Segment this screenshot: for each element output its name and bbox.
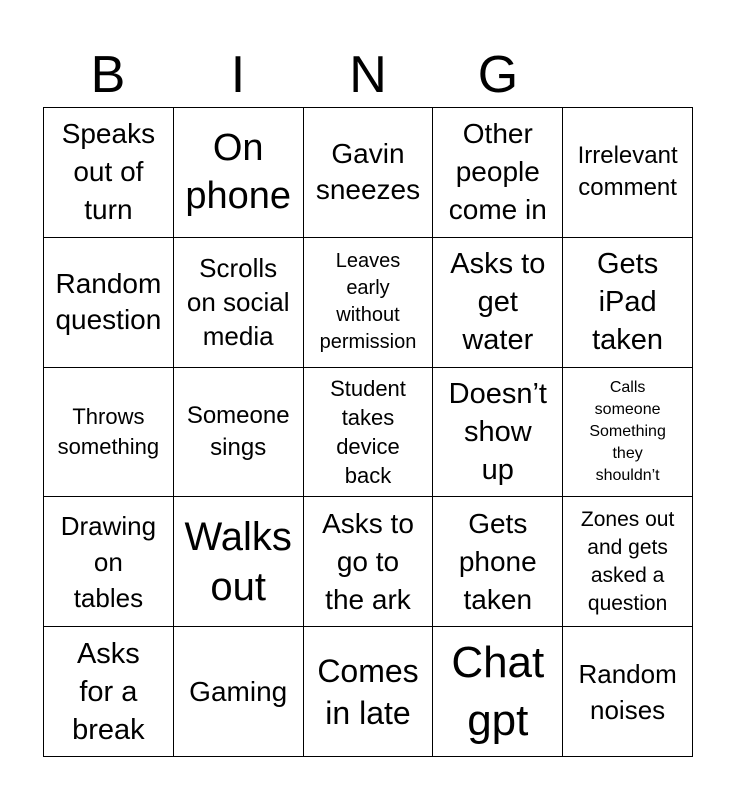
bingo-cell[interactable] <box>563 497 693 627</box>
bingo-cell[interactable] <box>433 238 563 368</box>
cell-text: Chat gpt <box>451 637 545 745</box>
bingo-cell[interactable] <box>174 238 304 368</box>
bingo-cell[interactable] <box>304 368 434 498</box>
bingo-header <box>43 44 693 106</box>
header-letter-i: I <box>230 46 246 104</box>
cell-text: Asks to get water <box>450 248 546 357</box>
bingo-cell[interactable] <box>304 497 434 627</box>
cell-text: Someone sings <box>186 401 290 461</box>
bingo-card-grid <box>43 107 693 757</box>
header-letter-n: N <box>349 46 387 104</box>
bingo-cell[interactable] <box>174 108 304 238</box>
bingo-cell[interactable] <box>44 497 174 627</box>
bingo-cell[interactable] <box>304 108 434 238</box>
bingo-cell[interactable] <box>304 238 434 368</box>
cell-text: Leaves early without permission <box>319 250 417 354</box>
cell-text: Random noises <box>578 658 677 725</box>
bingo-cell[interactable] <box>563 108 693 238</box>
bingo-cell[interactable] <box>44 627 174 757</box>
cell-text: Throws something <box>57 403 160 459</box>
cell-text: Student takes device back <box>330 375 406 488</box>
bingo-cell[interactable] <box>304 627 434 757</box>
cell-text: Gavin sneezes <box>315 138 421 206</box>
bingo-cell[interactable] <box>44 108 174 238</box>
bingo-cell[interactable] <box>563 627 693 757</box>
cell-text: Calls someone Something they shouldn’t <box>589 378 666 484</box>
cell-text: Walks out <box>184 514 292 609</box>
header-letter-b: B <box>90 46 126 104</box>
cell-text: Gets iPad taken <box>592 248 664 357</box>
cell-text: Zones out and gets asked a question <box>580 507 675 615</box>
bingo-cell[interactable] <box>174 368 304 498</box>
cell-text: Drawing on tables <box>60 510 157 613</box>
bingo-cell[interactable] <box>433 627 563 757</box>
cell-text: On phone <box>185 127 292 218</box>
bingo-cell[interactable] <box>433 368 563 498</box>
cell-text: Other people come in <box>448 118 547 226</box>
bingo-cell[interactable] <box>563 238 693 368</box>
cell-text: Random question <box>55 268 162 336</box>
bingo-cell[interactable] <box>433 497 563 627</box>
bingo-cell[interactable] <box>174 497 304 627</box>
cell-text: Gaming <box>189 675 288 707</box>
cell-text: Doesn’t show up <box>448 377 547 486</box>
cell-text: Gets phone taken <box>458 507 537 615</box>
bingo-cell[interactable] <box>44 368 174 498</box>
cell-text: Scrolls on social media <box>186 253 290 352</box>
cell-text: Speaks out of turn <box>61 118 156 226</box>
cell-text: Irrelevant comment <box>577 142 678 202</box>
cell-text: Asks to go to the ark <box>322 507 414 615</box>
header-letter-g: G <box>477 46 519 104</box>
bingo-cell[interactable] <box>433 108 563 238</box>
bingo-cell[interactable] <box>174 627 304 757</box>
cell-text: Comes in late <box>317 652 419 731</box>
bingo-cell[interactable] <box>563 368 693 498</box>
cell-text: Asks for a break <box>72 637 145 746</box>
bingo-cell[interactable] <box>44 238 174 368</box>
